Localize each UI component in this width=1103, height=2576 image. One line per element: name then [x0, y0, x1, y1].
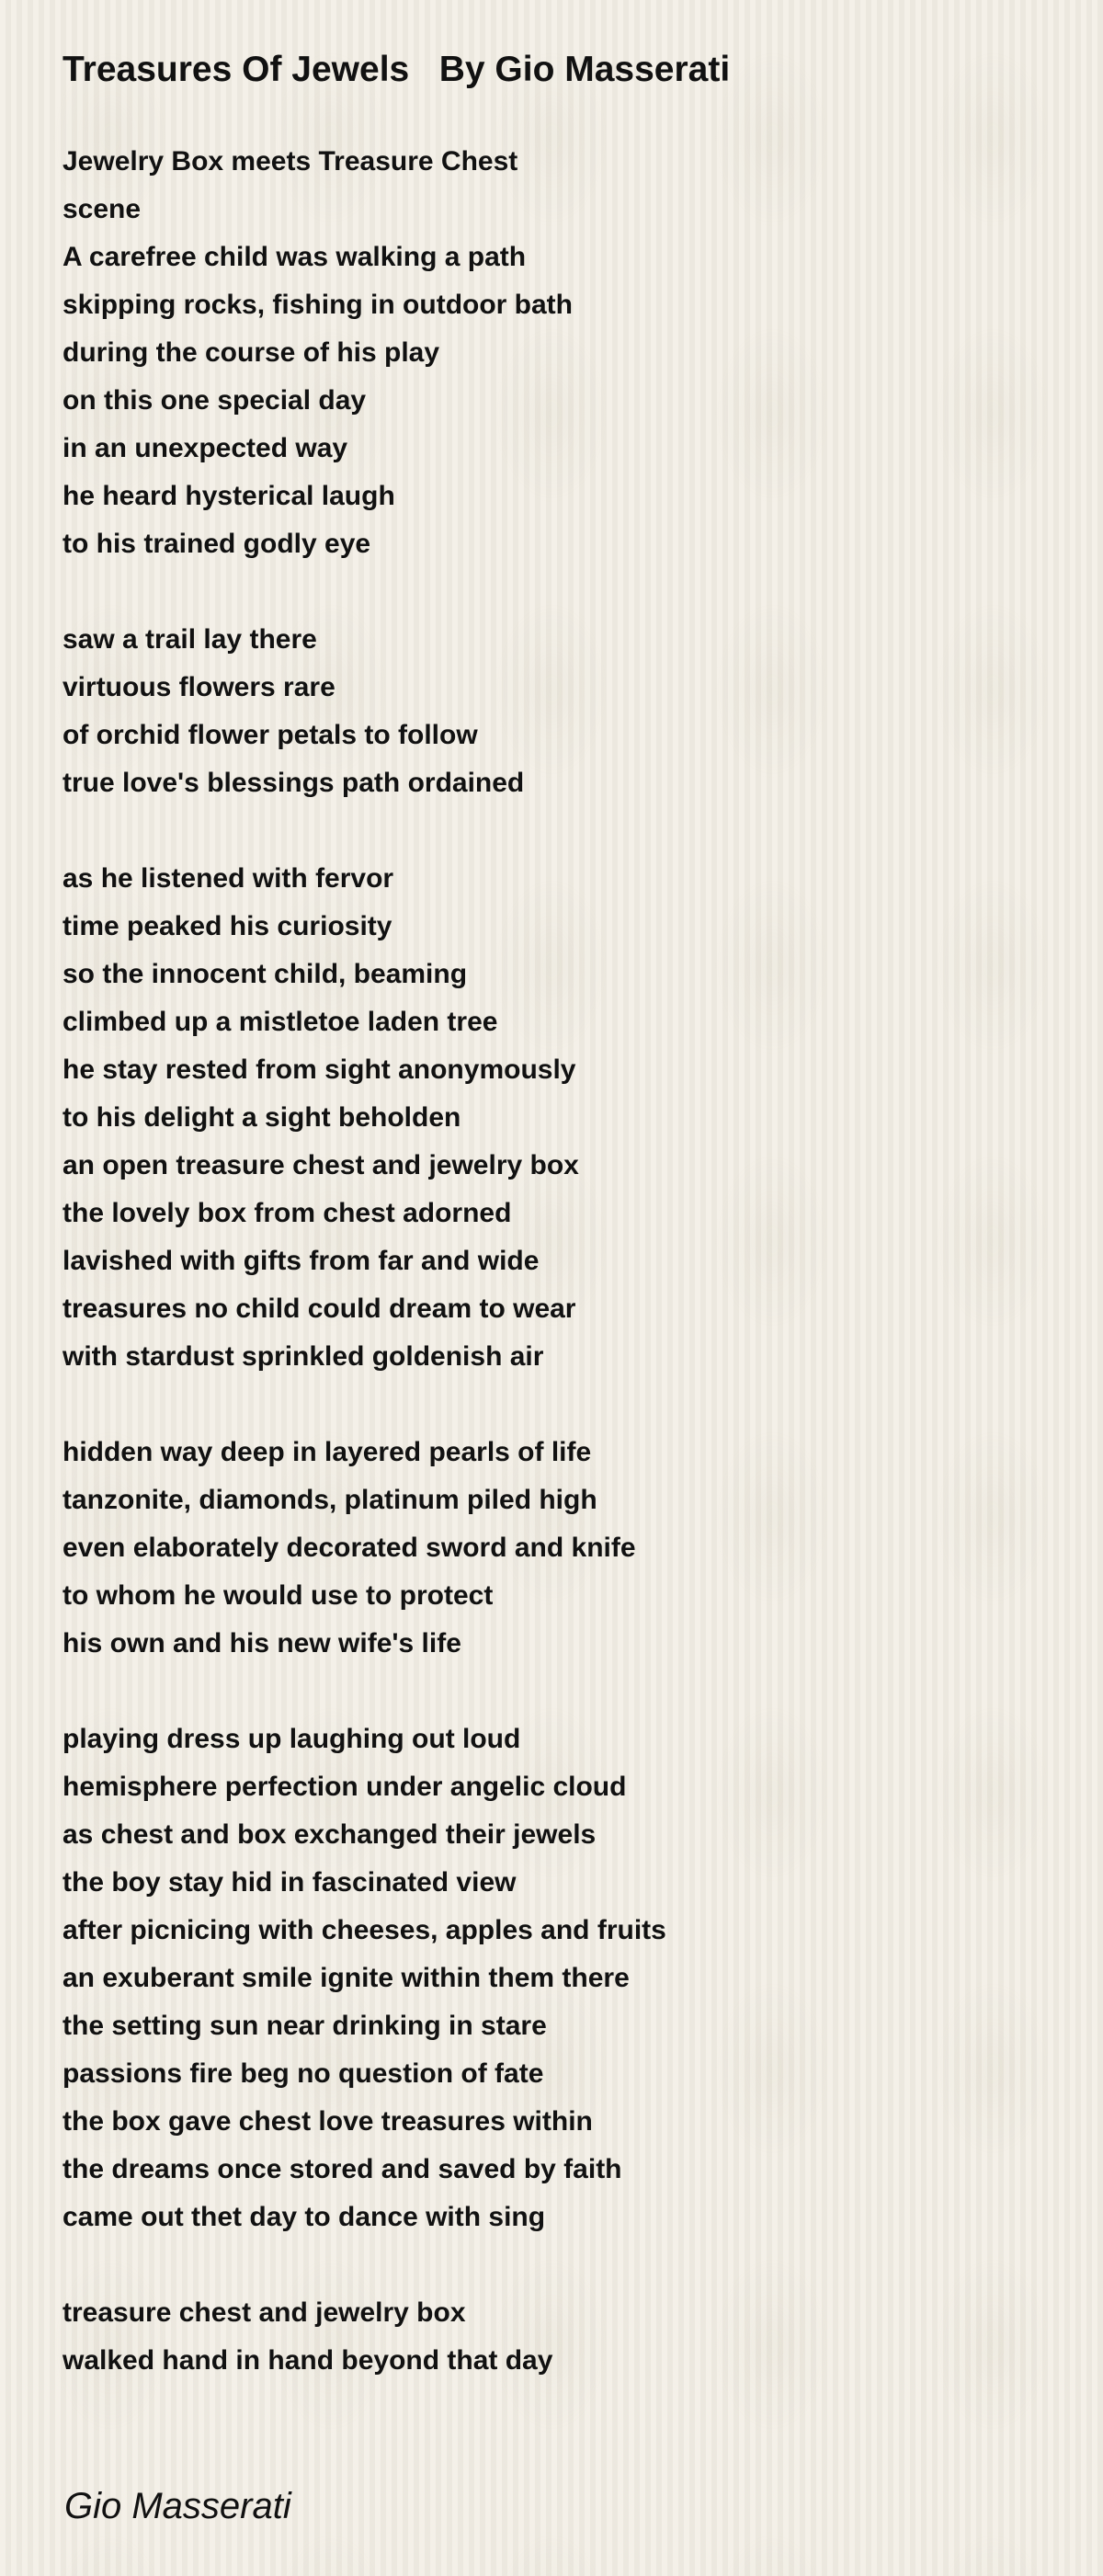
- poem-stanza: [63, 855, 1074, 1381]
- poem-line: passions fire beg no question of fate: [63, 2058, 544, 2089]
- poem-line: his own and his new wife's life: [63, 1628, 461, 1658]
- poem-line: scene: [63, 194, 142, 224]
- poem-line: time peaked his curiosity: [63, 911, 392, 941]
- poem-line: virtuous flowers rare: [63, 672, 335, 702]
- poem-line: as he listened with fervor: [63, 863, 394, 894]
- poem-line: even elaborately decorated sword and knife: [63, 1533, 636, 1563]
- poem-author-signature: Gio Masserati: [64, 2486, 291, 2526]
- poem-stanza: [63, 138, 1074, 568]
- poem-line: the setting sun near drinking in stare: [63, 2011, 547, 2041]
- poem-line: he stay rested from sight anonymously: [63, 1054, 576, 1085]
- poem-line: Jewelry Box meets Treasure Chest: [63, 146, 518, 177]
- poem-line: the dreams once stored and saved by faith: [63, 2154, 622, 2184]
- poem-line: the boy stay hid in fascinated view: [63, 1867, 517, 1898]
- poem-line: saw a trail lay there: [63, 624, 317, 655]
- poem-line: so the innocent child, beaming: [63, 959, 468, 989]
- poem-body: [63, 138, 1074, 2433]
- poem-line: on this one special day: [63, 385, 367, 416]
- poem-line: the box gave chest love treasures within: [63, 2106, 593, 2137]
- poem-line: with stardust sprinkled goldenish air: [63, 1341, 544, 1372]
- poem-line: hidden way deep in layered pearls of life: [63, 1437, 592, 1467]
- poem-line: after picnicing with cheeses, apples and fruits: [63, 1915, 666, 1945]
- poem-line: the lovely box from chest adorned: [63, 1198, 512, 1228]
- poem-stanza: [63, 1715, 1074, 2241]
- poem-line: playing dress up laughing out loud: [63, 1724, 521, 1754]
- poem-line: climbed up a mistletoe laden tree: [63, 1007, 498, 1037]
- poem-line: treasure chest and jewelry box: [63, 2297, 466, 2328]
- poem-line: hemisphere perfection under angelic cloud: [63, 1772, 627, 1802]
- poem-line: lavished with gifts from far and wide: [63, 1246, 540, 1276]
- poem-stanza: [63, 2289, 1074, 2385]
- poem-line: in an unexpected way: [63, 433, 348, 463]
- poem-stanza: [63, 1429, 1074, 1668]
- poem-title: Treasures Of Jewels By Gio Masserati: [63, 50, 731, 89]
- poem-line: tanzonite, diamonds, platinum piled high: [63, 1485, 597, 1515]
- poem-line: during the course of his play: [63, 337, 440, 368]
- poem-line: to his trained godly eye: [63, 529, 371, 559]
- poem-line: an exuberant smile ignite within them there: [63, 1963, 630, 1993]
- poem-line: of orchid flower petals to follow: [63, 720, 478, 750]
- poem-line: came out thet day to dance with sing: [63, 2202, 546, 2232]
- poem-line: as chest and box exchanged their jewels: [63, 1819, 597, 1850]
- poem-line: treasures no child could dream to wear: [63, 1294, 576, 1324]
- poem-line: to his delight a sight beholden: [63, 1102, 461, 1133]
- poem-line: to whom he would use to protect: [63, 1580, 494, 1611]
- poem-line: walked hand in hand beyond that day: [63, 2345, 553, 2376]
- poem-stanza: [63, 616, 1074, 807]
- poem-line: an open treasure chest and jewelry box: [63, 1150, 579, 1180]
- poem-line: A carefree child was walking a path: [63, 242, 527, 272]
- poem-line: skipping rocks, fishing in outdoor bath: [63, 290, 573, 320]
- poem-line: he heard hysterical laugh: [63, 481, 395, 511]
- poem-line: true love's blessings path ordained: [63, 768, 525, 798]
